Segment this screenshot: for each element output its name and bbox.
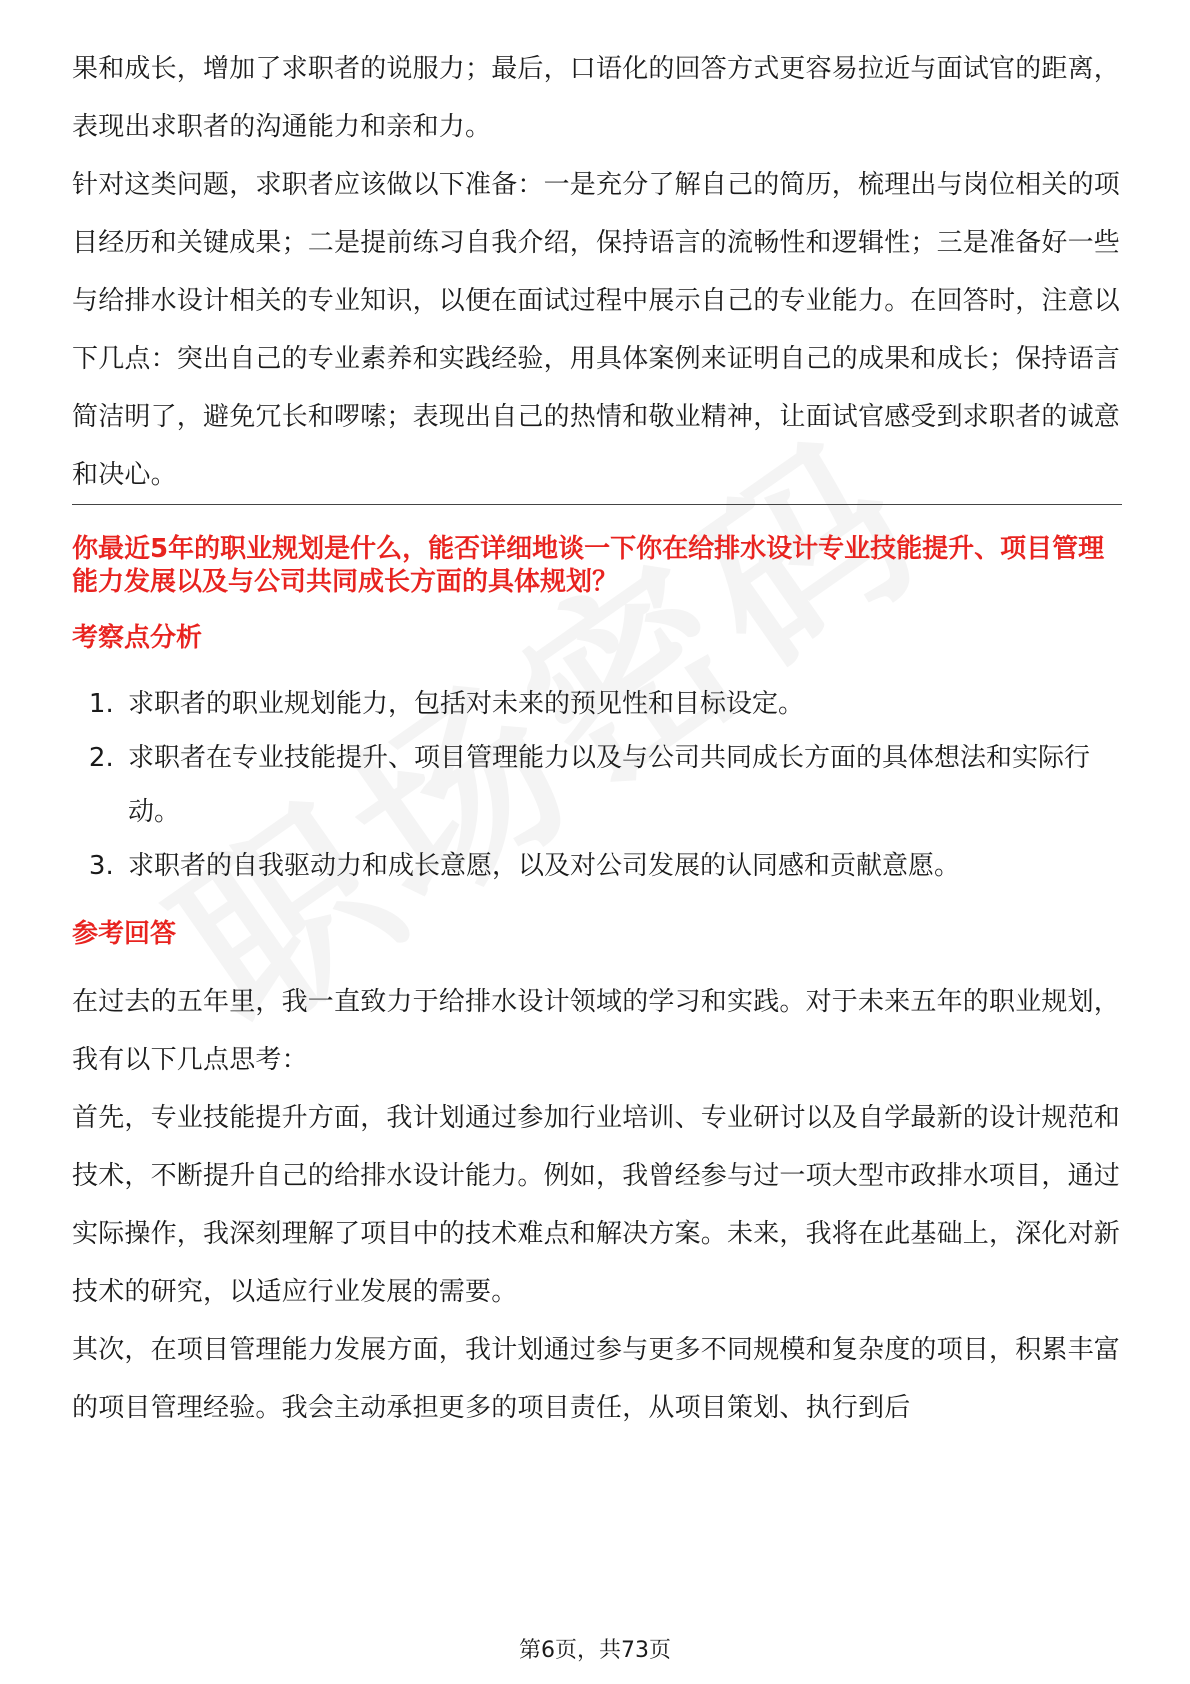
page-content <box>72 40 1122 1437</box>
list-item: 3. 求职者的自我驱动力和成长意愿，以及对公司发展的认同感和贡献意愿。 <box>122 839 1122 893</box>
answer-paragraph: 首先，专业技能提升方面，我计划通过参加行业培训、专业研讨以及自学最新的设计规范和技术，不断提升自己的给排水设计能力。例如，我曾经参与过一项大型市政排水项目，通过实际操作，我深刻理解了项目中的技术难点和解决方案。未来，我将在此基础上，深化对新技术的研究，以适应行业发展的需要。 <box>72 1103 1121 1307</box>
page-number: 第6页，共73页 <box>519 1638 671 1663</box>
analysis-list <box>72 677 1122 893</box>
paragraph-continuation: 果和成长，增加了求职者的说服力；最后，口语化的回答方式更容易拉近与面试官的距离，表现出求职者的沟通能力和亲和力。 <box>72 54 1121 142</box>
list-item: 2. 求职者在专业技能提升、项目管理能力以及与公司共同成长方面的具体想法和实际行动。 <box>122 731 1122 839</box>
section-divider <box>72 504 1122 505</box>
answer-heading: 参考回答 <box>72 919 177 949</box>
answer-paragraph: 在过去的五年里，我一直致力于给排水设计领域的学习和实践。对于未来五年的职业规划，我有以下几点思考： <box>72 987 1121 1075</box>
interview-question: 你最近5年的职业规划是什么，能否详细地谈一下你在给排水设计专业技能提升、项目管理能力发展以及与公司共同成长方面的具体规划？ <box>72 534 1105 597</box>
analysis-heading: 考察点分析 <box>72 623 203 653</box>
list-item: 1. 求职者的职业规划能力，包括对未来的预见性和目标设定。 <box>122 677 1122 731</box>
paragraph-preparation: 针对这类问题，求职者应该做以下准备：一是充分了解自己的简历，梳理出与岗位相关的项目经历和关键成果；二是提前练习自我介绍，保持语言的流畅性和逻辑性；三是准备好一些与给排水设计相关的专业知识，以便在面试过程中展示自己的专业能力。在回答时，注意以下几点：突出自己的专业素养和实践经验，用具体案例来证明自己的成果和成长；保持语言简洁明了，避免冗长和啰嗦；表现出自己的热情和敬业精神，让面试官感受到求职者的诚意和决心。 <box>72 170 1121 490</box>
answer-paragraph: 其次，在项目管理能力发展方面，我计划通过参与更多不同规模和复杂度的项目，积累丰富的项目管理经验。我会主动承担更多的项目责任，从项目策划、执行到后 <box>72 1335 1121 1423</box>
